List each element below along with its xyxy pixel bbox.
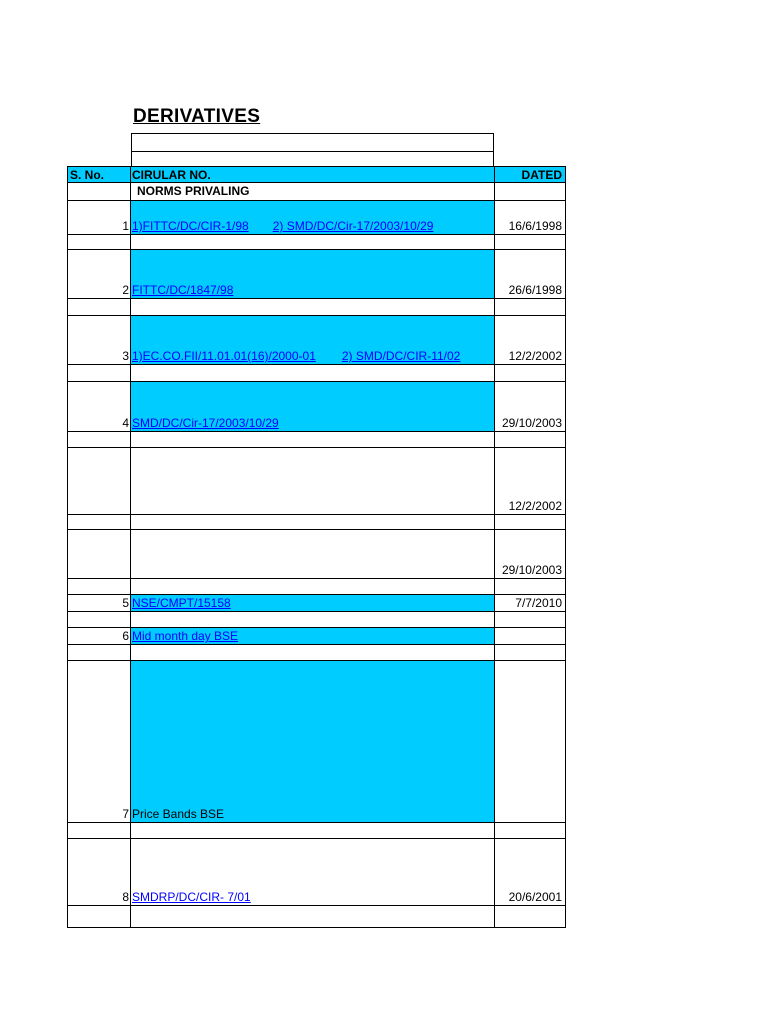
subheader-norms: NORMS PRIVALING xyxy=(130,182,495,200)
spacer-cell xyxy=(67,578,131,594)
header-circular: CIRULAR NO. xyxy=(130,166,495,182)
spacer-cell xyxy=(67,364,131,381)
spacer-row xyxy=(67,644,566,660)
subheader-sno xyxy=(67,182,131,200)
row-sno: 6 xyxy=(67,627,131,644)
spacer-cell xyxy=(67,822,131,838)
spacer-row xyxy=(67,578,566,594)
subheader-dated xyxy=(494,182,566,200)
circular-link[interactable]: Mid month day BSE xyxy=(132,629,239,643)
row-circular xyxy=(130,660,495,822)
spacer-cell xyxy=(67,298,131,315)
spacer-cell xyxy=(494,234,566,249)
spacer-cell xyxy=(494,431,566,447)
row-sno: 4 xyxy=(67,381,131,431)
spacer-cell xyxy=(494,514,566,529)
row-circular xyxy=(130,315,495,364)
spacer-cell xyxy=(67,905,131,927)
row-circular xyxy=(130,529,495,578)
spacer-cell xyxy=(130,364,495,381)
table-row xyxy=(67,627,566,644)
spacer-cell xyxy=(130,514,495,529)
spacer-cell xyxy=(67,431,131,447)
page-title: DERIVATIVES xyxy=(133,106,261,127)
spacer-cell xyxy=(130,578,495,594)
spacer-cell xyxy=(494,611,566,627)
table-row xyxy=(67,660,566,822)
circular-link[interactable]: SMDRP/DC/CIR- 7/01 xyxy=(132,890,251,904)
spacer-cell xyxy=(67,514,131,529)
spacer-cell xyxy=(67,234,131,249)
spacer-row xyxy=(67,514,566,529)
row-sno xyxy=(67,447,131,514)
spacer-cell xyxy=(130,611,495,627)
subheader-row xyxy=(67,182,566,200)
row-circular xyxy=(130,381,495,431)
row-sno: 7 xyxy=(67,660,131,822)
row-dated: 12/2/2002 xyxy=(494,315,566,364)
header-sno: S. No. xyxy=(67,166,131,182)
spacer-row xyxy=(67,298,566,315)
table-bottom-border xyxy=(67,927,566,928)
circular-text: Price Bands BSE xyxy=(132,807,225,821)
row-sno: 2 xyxy=(67,249,131,298)
circular-link[interactable]: 1)EC.CO.FII/11.01.01(16)/2000-01 xyxy=(132,349,316,363)
title-box-top xyxy=(131,133,494,152)
table-row xyxy=(67,249,566,298)
row-sno: 8 xyxy=(67,838,131,905)
row-dated xyxy=(494,660,566,822)
header-dated: DATED xyxy=(494,166,566,182)
spacer-cell xyxy=(494,905,566,927)
table-header-row xyxy=(67,166,566,182)
spacer-row xyxy=(67,364,566,381)
title-box-bottom xyxy=(131,151,494,167)
spacer-cell xyxy=(130,298,495,315)
spacer-row xyxy=(67,431,566,447)
spacer-cell xyxy=(494,644,566,660)
table-row xyxy=(67,529,566,578)
circular-link[interactable]: 1)FITTC/DC/CIR-1/98 xyxy=(132,219,249,233)
row-circular xyxy=(130,200,495,234)
circular-link[interactable]: SMD/DC/Cir-17/2003/10/29 xyxy=(132,416,279,430)
spacer-cell xyxy=(130,822,495,838)
spacer-cell xyxy=(130,234,495,249)
table-row xyxy=(67,447,566,514)
spacer-cell xyxy=(67,611,131,627)
row-dated: 20/6/2001 xyxy=(494,838,566,905)
table-row xyxy=(67,200,566,234)
circular-link[interactable]: 2) SMD/DC/Cir-17/2003/10/29 xyxy=(272,219,434,233)
spacer-cell xyxy=(130,905,495,927)
spacer-cell xyxy=(494,364,566,381)
table-row xyxy=(67,838,566,905)
spacer-cell xyxy=(494,578,566,594)
circular-link[interactable]: NSE/CMPT/15158 xyxy=(132,596,231,610)
spacer-cell xyxy=(130,431,495,447)
table-row xyxy=(67,381,566,431)
row-sno: 3 xyxy=(67,315,131,364)
row-circular xyxy=(130,447,495,514)
spacer-cell xyxy=(130,644,495,660)
row-sno: 1 xyxy=(67,200,131,234)
spacer-row xyxy=(67,905,566,927)
row-dated: 26/6/1998 xyxy=(494,249,566,298)
row-circular xyxy=(130,594,495,611)
table-row xyxy=(67,315,566,364)
circular-link[interactable]: 2) SMD/DC/CIR-11/02 xyxy=(341,349,461,363)
row-dated: 7/7/2010 xyxy=(494,594,566,611)
row-dated: 29/10/2003 xyxy=(494,529,566,578)
row-dated: 16/6/1998 xyxy=(494,200,566,234)
spacer-cell xyxy=(494,822,566,838)
table-row xyxy=(67,594,566,611)
row-circular xyxy=(130,249,495,298)
row-sno: 5 xyxy=(67,594,131,611)
row-dated: 29/10/2003 xyxy=(494,381,566,431)
row-dated: 12/2/2002 xyxy=(494,447,566,514)
spacer-row xyxy=(67,611,566,627)
spacer-cell xyxy=(494,298,566,315)
row-dated xyxy=(494,627,566,644)
row-circular xyxy=(130,627,495,644)
spacer-row xyxy=(67,234,566,249)
spacer-cell xyxy=(67,644,131,660)
circular-link[interactable]: FITTC/DC/1847/98 xyxy=(132,283,234,297)
row-circular xyxy=(130,838,495,905)
row-sno xyxy=(67,529,131,578)
spacer-row xyxy=(67,822,566,838)
